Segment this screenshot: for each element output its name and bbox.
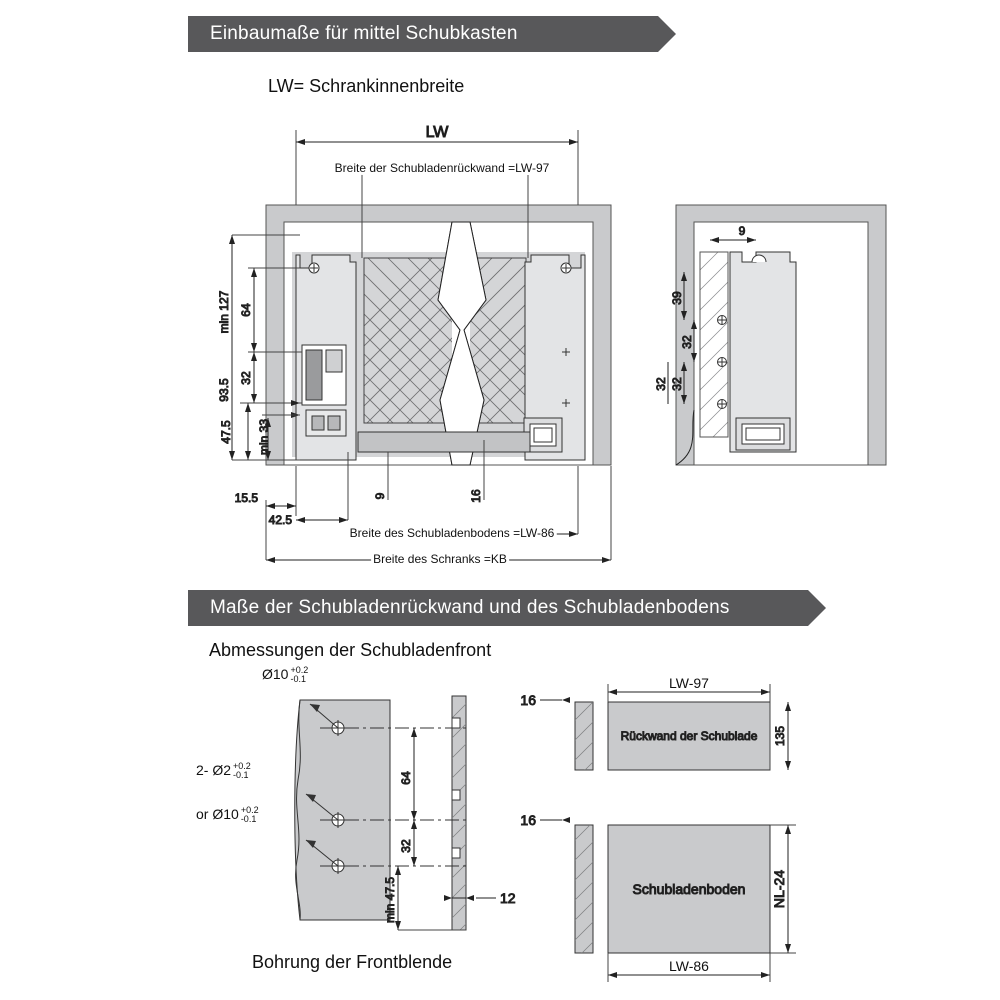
svg-text:135: 135 <box>773 725 787 747</box>
dim-2xdia2: 2- Ø2 +0.2 -0.1 <box>196 761 251 781</box>
bottom-detail-drawings <box>0 670 1000 1000</box>
svg-text:16: 16 <box>520 692 536 708</box>
svg-text:42.5: 42.5 <box>268 513 292 527</box>
svg-text:NL-24: NL-24 <box>771 869 787 909</box>
svg-text:64: 64 <box>399 771 413 785</box>
svg-text:32: 32 <box>654 377 668 391</box>
svg-text:9: 9 <box>738 224 746 238</box>
svg-text:min 47.5: min 47.5 <box>383 876 397 924</box>
svg-text:32: 32 <box>680 335 694 349</box>
svg-text:LW-86: LW-86 <box>669 958 709 974</box>
dim-dia10-top: Ø10 +0.2 -0.1 <box>262 665 309 685</box>
svg-text:9: 9 <box>373 492 387 500</box>
svg-text:Schubladenboden: Schubladenboden <box>632 881 746 897</box>
svg-text:16: 16 <box>520 812 536 828</box>
svg-text:64: 64 <box>239 303 253 317</box>
svg-text:16: 16 <box>469 489 483 503</box>
svg-text:LW-97: LW-97 <box>669 675 709 691</box>
svg-text:32: 32 <box>239 371 253 385</box>
svg-text:Rückwand der Schublade: Rückwand der Schublade <box>620 729 758 743</box>
front-drilling-caption: Bohrung der Frontblende <box>252 952 453 972</box>
section-banner-top-label: Einbaumaße für mittel Schubkasten <box>210 23 518 44</box>
svg-text:Breite der Schubladenrückwand: Breite der Schubladenrückwand =LW-97 <box>334 161 550 175</box>
svg-text:32: 32 <box>670 377 684 391</box>
svg-text:39: 39 <box>670 291 684 305</box>
legend-lw: LW= Schrankinnenbreite <box>268 76 465 96</box>
svg-text:12: 12 <box>500 890 516 906</box>
svg-text:Breite des Schubladenbodens =L: Breite des Schubladenbodens =LW-86 <box>349 526 555 540</box>
svg-text:32: 32 <box>399 839 413 853</box>
section-banner-bottom <box>188 590 808 626</box>
svg-text:min 127: min 127 <box>217 290 231 334</box>
svg-text:93.5: 93.5 <box>217 378 231 402</box>
front-dimensions-title: Abmessungen der Schubladenfront <box>209 640 492 660</box>
svg-text:LW: LW <box>425 124 449 141</box>
dim-or-dia10: or Ø10 +0.2 -0.1 <box>196 805 259 825</box>
svg-text:15.5: 15.5 <box>234 491 258 505</box>
section-banner-bottom-label: Maße der Schubladenrückwand und des Schubladenbodens <box>210 597 730 618</box>
svg-text:Breite des Schranks =KB: Breite des Schranks =KB <box>373 552 507 566</box>
svg-text:min 33: min 33 <box>257 418 271 456</box>
svg-text:47.5: 47.5 <box>219 420 233 444</box>
